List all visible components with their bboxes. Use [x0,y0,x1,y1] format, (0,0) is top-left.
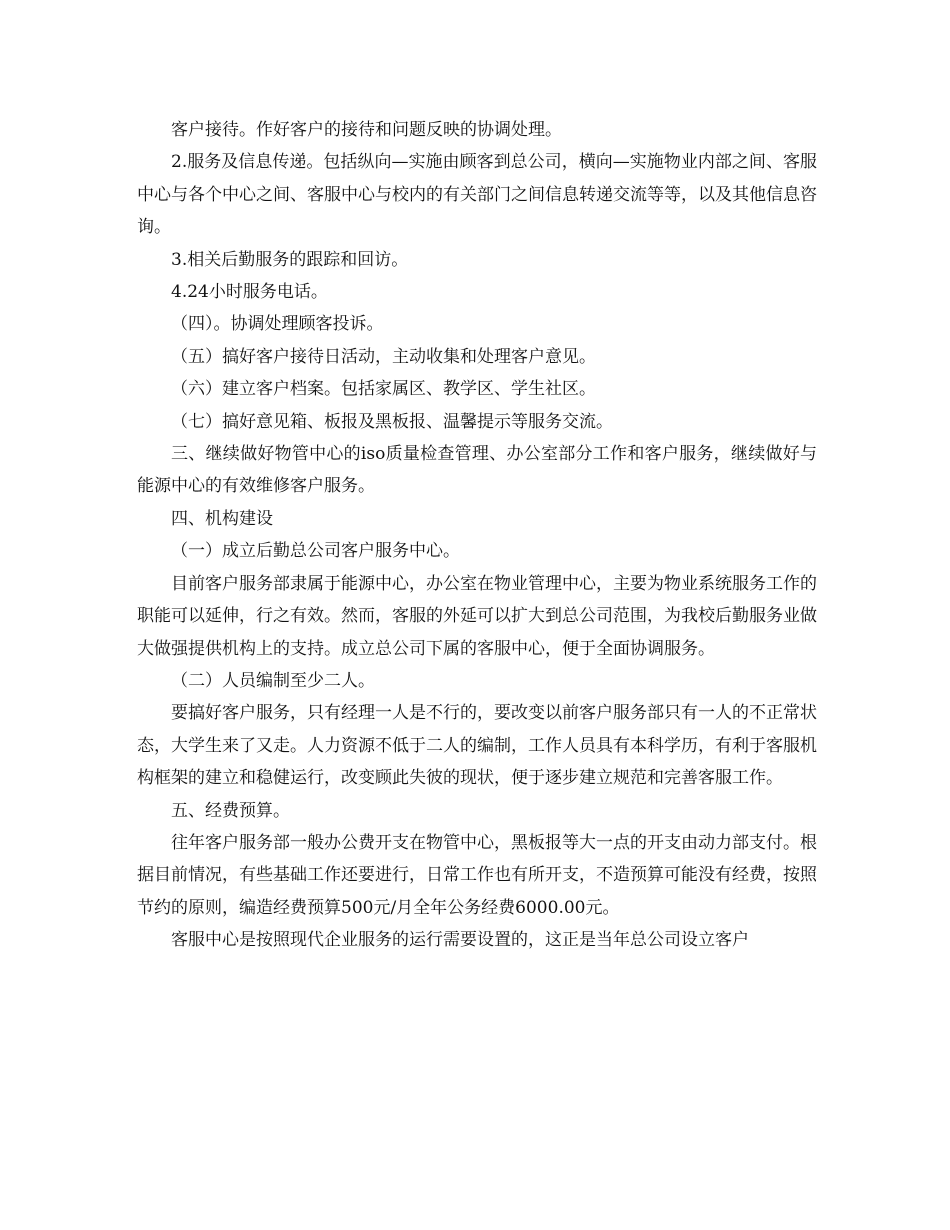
heading-section-four: 四、机构建设 [171,508,273,529]
paragraph-customer-reception: 客户接待。作好客户的接待和问题反映的协调处理。 [171,120,562,140]
paragraph-staffing: （二）人员编制至少二人。 [171,670,375,691]
paragraph-service-info-transfer: 2.服务及信息传递。包括纵向—实施由顾客到总公司，横向—实施物业内部之间、客服中心与各个中心之间、客服中心与校内的有关部门之间信息转递交流等等，以及其他信息咨询。 [137,152,817,238]
paragraph-suggestion-box: （七）搞好意见箱、板报及黑板报、温馨提示等服务交流。 [171,411,613,432]
paragraph-closing: 客服中心是按照现代企业服务的运行需要设置的，这正是当年总公司设立客户 [171,930,749,951]
document-body [137,114,817,957]
paragraph-customer-files: （六）建立客户档案。包括家属区、教学区、学生社区。 [171,379,596,400]
paragraph-24h-hotline: 4.24小时服务电话。 [171,282,328,303]
paragraph-staffing-detail: 要搞好客户服务，只有经理一人是不行的，要改变以前客户服务部只有一人的不正常状态，大学生来了又走。人力资源不低于二人的编制，工作人员具有本科学历，有利于客服机构框架的建立和稳健运行，改变顾此失彼的现状，便于逐步建立规范和完善客服工作。 [137,703,817,789]
paragraph-reception-day: （五）搞好客户接待日活动，主动收集和处理客户意见。 [171,346,596,367]
paragraph-complaints: （四）。协调处理顾客投诉。 [171,314,384,335]
heading-section-five: 五、经费预算。 [171,800,290,821]
paragraph-establish-center: （一）成立后勤总公司客户服务中心。 [171,541,460,562]
paragraph-current-status: 目前客户服务部隶属于能源中心，办公室在物业管理中心，主要为物业系统服务工作的职能可以延伸，行之有效。然而，客服的外延可以扩大到总公司范围，为我校后勤服务业做大做强提供机构上的支持。成立总公司下属的客服中心，便于全面协调服务。 [137,573,817,659]
paragraph-follow-up: 3.相关后勤服务的跟踪和回访。 [171,249,409,270]
paragraph-budget-detail: 往年客户服务部一般办公费开支在物管中心，黑板报等大一点的开支由动力部支付。根据目前情况，有些基础工作还要进行，日常工作也有所开支，不造预算可能没有经费，按照节约的原则，编造经费预算500元/月全年公务经费6000.00元。 [137,832,817,918]
paragraph-section-three: 三、继续做好物管中心的iso质量检查管理、办公室部分工作和客户服务，继续做好与能源中心的有效维修客户服务。 [137,444,817,497]
